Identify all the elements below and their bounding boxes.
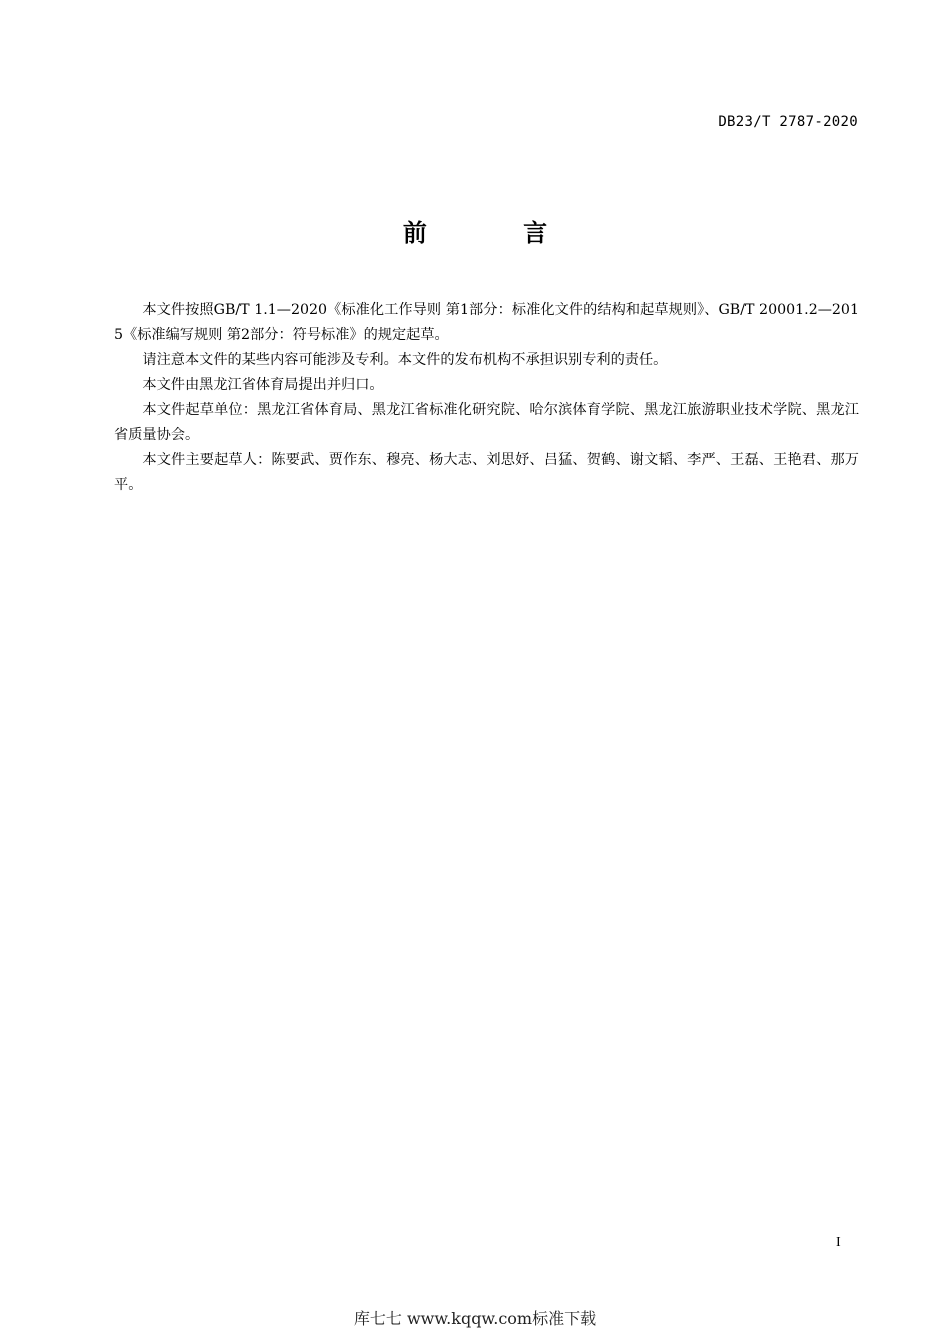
document-code: DB23/T 2787-2020 — [718, 114, 858, 130]
paragraph-drafting-units: 本文件起草单位：黑龙江省体育局、黑龙江省标准化研究院、哈尔滨体育学院、黑龙江旅游职业技术学院、黑龙江省质量协会。 — [114, 402, 859, 443]
paragraph-drafting-rules: 本文件按照GB/T 1.1—2020《标准化工作导则 第1部分：标准化文件的结构和起草规则》、GB/T 20001.2—2015《标准编写规则 第2部分：符号标准》的规定起草。 — [114, 302, 859, 343]
paragraph-patent-notice: 请注意本文件的某些内容可能涉及专利。本文件的发布机构不承担识别专利的责任。 — [142, 352, 668, 368]
page-title: 前 言 — [402, 219, 592, 247]
foreword-body — [114, 298, 859, 498]
paragraph-drafters: 本文件主要起草人：陈要武、贾作东、穆亮、杨大志、刘思妤、吕猛、贺鹤、谢文韬、李严、王磊、王艳君、那万平。 — [114, 452, 859, 493]
page-number: I — [836, 1235, 841, 1250]
watermark-text: 库七七 www.kqqw.com标准下载 — [353, 1309, 597, 1328]
paragraph-proposer: 本文件由黑龙江省体育局提出并归口。 — [142, 377, 384, 393]
